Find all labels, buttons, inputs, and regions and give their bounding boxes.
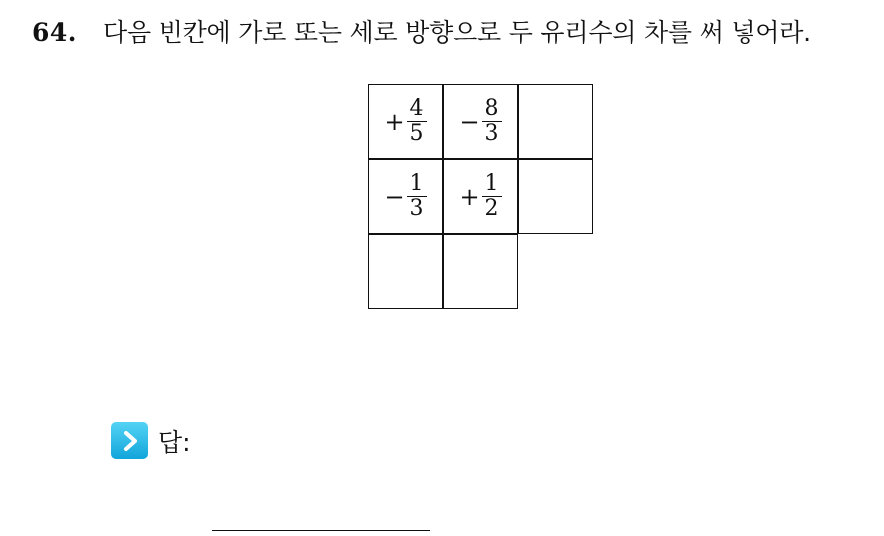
problem-statement <box>32 13 811 49</box>
fraction <box>407 98 427 145</box>
grid-cell-r2c3-blank[interactable] <box>518 159 593 234</box>
fraction-sign: + <box>459 182 480 211</box>
fraction-grid <box>368 84 594 310</box>
fraction-denominator: 2 <box>484 196 499 221</box>
fraction-expression <box>384 173 426 220</box>
fraction-numerator: 8 <box>482 98 502 122</box>
grid-cell-r3c2-blank[interactable] <box>443 234 518 309</box>
chevron-right-icon <box>111 422 148 459</box>
grid-cell-r2c2 <box>443 159 518 234</box>
fraction-numerator: 1 <box>482 173 502 197</box>
fraction <box>407 173 427 220</box>
grid-cell-r1c3-blank[interactable] <box>518 84 593 159</box>
fraction-numerator: 4 <box>407 98 427 122</box>
fraction-sign: + <box>384 107 405 136</box>
grid-cell-r3c1-blank[interactable] <box>368 234 443 309</box>
answer-label: 답: <box>158 427 191 457</box>
grid-cell-r2c1 <box>368 159 443 234</box>
fraction-expression <box>459 173 501 220</box>
fraction-denominator: 3 <box>409 196 424 221</box>
fraction-expression <box>384 98 426 145</box>
fraction <box>482 98 502 145</box>
answer-input-line[interactable] <box>212 530 430 531</box>
problem-text: 다음 빈칸에 가로 또는 세로 방향으로 두 유리수의 차를 써 넣어라. <box>103 18 811 47</box>
fraction-denominator: 5 <box>409 121 424 146</box>
fraction-sign: − <box>384 182 405 211</box>
answer-row <box>111 422 191 459</box>
problem-number: 64. <box>32 18 77 47</box>
grid-cell-r1c2 <box>443 84 518 159</box>
fraction-denominator: 3 <box>484 121 499 146</box>
fraction <box>482 173 502 220</box>
grid-cell-r1c1 <box>368 84 443 159</box>
fraction-numerator: 1 <box>407 173 427 197</box>
fraction-sign: − <box>459 107 480 136</box>
fraction-expression <box>459 98 501 145</box>
